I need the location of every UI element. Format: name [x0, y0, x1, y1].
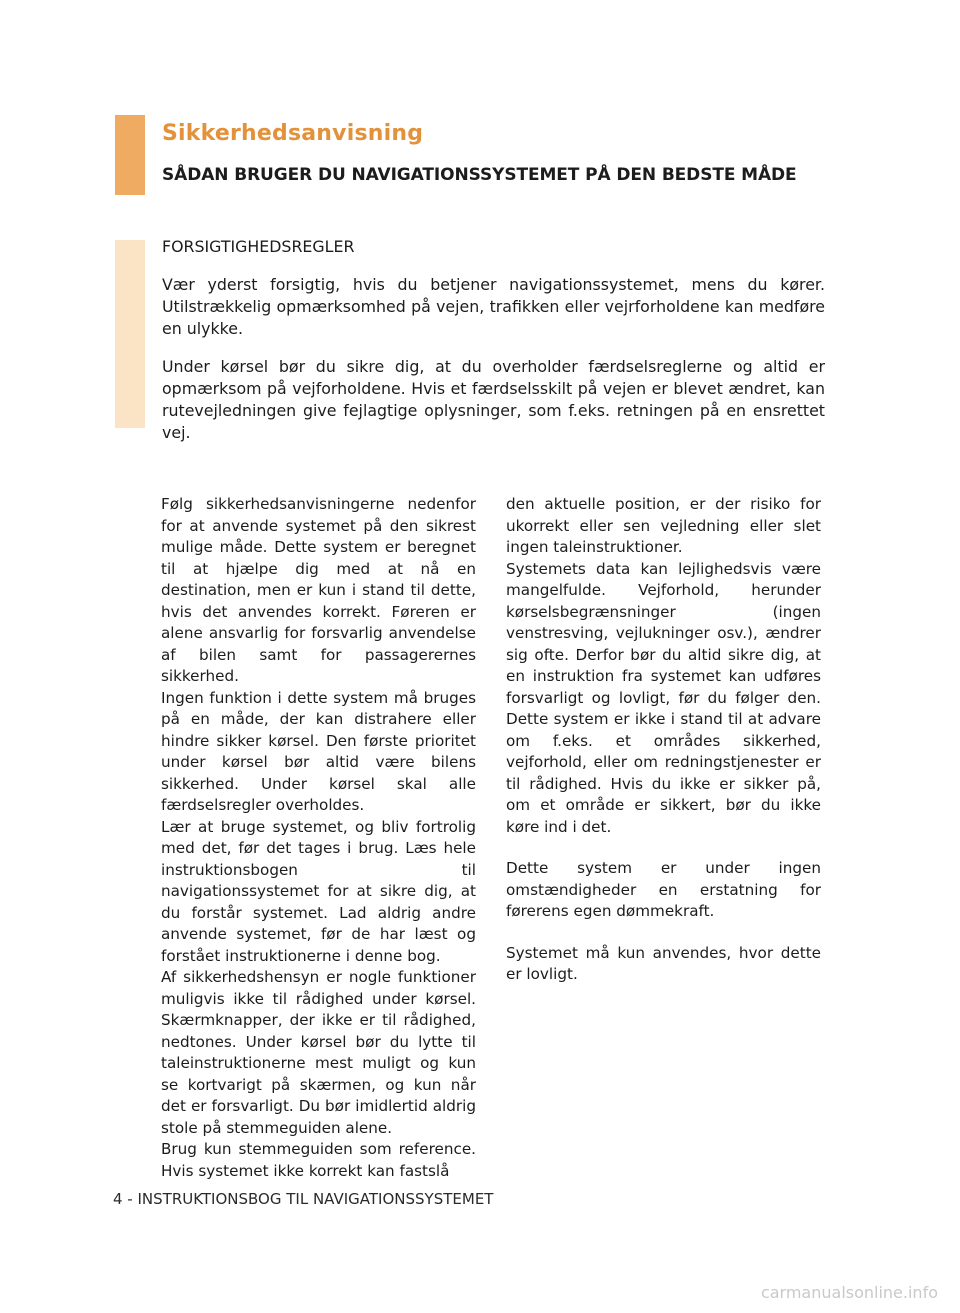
body-paragraph: Systemet må kun anvendes, hvor dette er lovligt.: [506, 943, 821, 983]
warning-paragraph: Vær yderst forsigtig, hvis du betjener navigationssystemet, mens du kører. Utilstrækkelig opmærksomhed på vejen, trafikken eller vejrforholdene kan medføre en ulykke.: [162, 275, 825, 338]
body-paragraph: Ingen funktion i dette system må bruges på en måde, der kan distrahere eller hindre sikker kørsel. Den første prioritet under kørsel bør altid være bilens sikkerhed. Under kørsel skal alle færdselsregler overholdes.: [161, 688, 476, 814]
body-paragraph: Brug kun stemmeguiden som reference. Hvis systemet ikke korrekt kan fastslå: [161, 1140, 476, 1180]
body-paragraph: Lær at bruge systemet, og bliv fortrolig med det, før det tages i brug. Læs hele instruktionsbogen til navigationssystemet for at sikre dig, at du forstår systemet. Lad aldrig andre anvende systemet, før de har læst og forstået instruktionerne i denne bog.: [161, 817, 476, 965]
warning-paragraph: Under kørsel bør du sikre dig, at du overholder færdselsreglerne og altid er opmærksom på vejforholdene. Hvis et færdselsskilt på vejen er blevet ændret, kan rutevejledningen give fejlagtige oplysninger, som f.eks. retningen på en ensrettet vej.: [162, 357, 825, 442]
warning-block: [162, 236, 825, 460]
body-paragraph: Dette system er under ingen omstændigheder en erstatning for førerens egen dømmekraft.: [506, 859, 821, 920]
section-title: Sikkerhedsanvisning: [162, 121, 424, 146]
section-accent-bar: [115, 115, 145, 195]
page-footer: 4 - INSTRUKTIONSBOG TIL NAVIGATIONSSYSTEMET: [113, 1190, 494, 1208]
watermark: carmanualsonline.info: [760, 1283, 938, 1302]
body-paragraph: Følg sikkerhedsanvisningerne nedenfor for at anvende systemet på den sikrest mulige måde. Dette system er beregnet til at hjælpe dig med at nå en destination, men er kun i stand til dette, hvis det anvendes korrekt. Føreren er alene ansvarlig for forsvarlig anvendelse af bilen samt for passagerernes sikkerhed.: [161, 495, 476, 685]
warning-heading: FORSIGTIGHEDSREGLER: [162, 237, 355, 256]
body-paragraph: den aktuelle position, er der risiko for ukorrekt eller sen vejledning eller slet ingen taleinstruktioner.: [506, 495, 821, 556]
section-subtitle: SÅDAN BRUGER DU NAVIGATIONSSYSTEMET PÅ DEN BEDSTE MÅDE: [162, 165, 797, 185]
body-column-left: [161, 494, 476, 1182]
body-paragraph: Af sikkerhedshensyn er nogle funktioner muligvis ikke til rådighed under kørsel. Skærmknapper, der ikke er til rådighed, nedtones. Under kørsel bør du lytte til taleinstruktionerne mest muligt og kun se kortvarigt på skærmen, og kun når det er forsvarligt. Du bør imidlertid aldrig stole på stemmeguiden alene.: [161, 968, 476, 1137]
warning-accent-bar: [115, 240, 145, 428]
body-paragraph: Systemets data kan lejlighedsvis være mangelfulde. Vejforhold, herunder kørselsbegrænsninger (ingen venstresving, vejlukninger osv.), ændrer sig ofte. Derfor bør du altid sikre dig, at en instruktion fra systemet kan udføres forsvarligt og lovligt, før du følger den. Dette system er ikke i stand til at advare om f.eks. et områdes sikkerhed, vejforhold, eller om redningstjenester er til rådighed. Hvis du ikke er sikker på, om et område er sikkert, bør du ikke køre ind i det.: [506, 559, 821, 836]
body-column-right: [506, 494, 821, 986]
